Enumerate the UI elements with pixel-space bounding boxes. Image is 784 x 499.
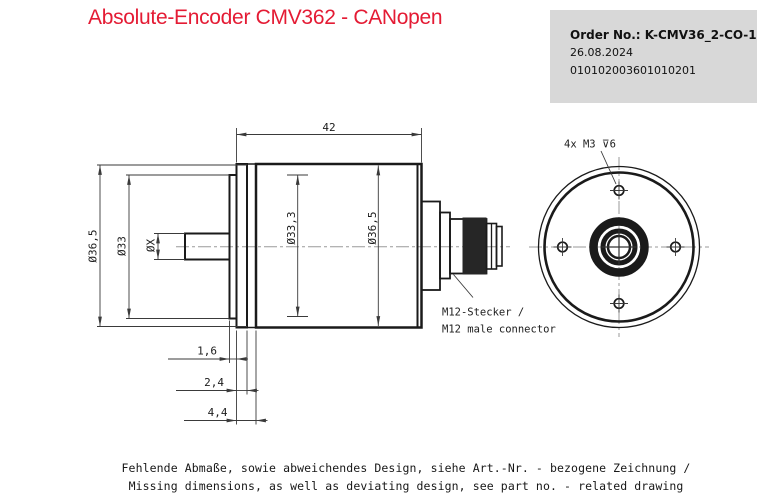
article-code: 010102003601010201 bbox=[570, 64, 696, 77]
m12-connector bbox=[422, 202, 503, 291]
connector-annotation bbox=[442, 275, 556, 336]
dim-label-hub: Ø33,3 bbox=[285, 211, 298, 245]
dim-label-body: Ø36,5 bbox=[366, 211, 379, 245]
dim-label-lip: 1,6 bbox=[197, 344, 217, 358]
dimension-pilot-diameter bbox=[116, 175, 230, 319]
dim-label-outer: Ø36,5 bbox=[86, 229, 100, 263]
dimension-flange-thickness bbox=[176, 376, 259, 391]
connector-knurl bbox=[463, 218, 487, 275]
page-title: Absolute-Encoder CMV362 - CANopen bbox=[88, 6, 443, 29]
connector-step-1 bbox=[422, 202, 441, 291]
order-number: Order No.: K-CMV36_2-CO-1 bbox=[570, 28, 757, 42]
flange-plate bbox=[237, 164, 248, 328]
front-view bbox=[529, 139, 709, 338]
footer-note bbox=[26, 459, 784, 495]
dimension-body-diameter bbox=[366, 166, 379, 327]
dimension-outer-diameter bbox=[87, 165, 248, 327]
dimension-flange-total bbox=[184, 406, 268, 421]
connector-label-de: M12-Stecker / bbox=[442, 306, 525, 319]
dim-label-flange-total: 4,4 bbox=[207, 406, 228, 419]
mounting-holes-label: 4x M3 ⊽6 bbox=[564, 138, 616, 151]
side-view bbox=[87, 121, 556, 425]
footer-note-de: Fehlende Abmaße, sowie abweichendes Design, siehe Art.-Nr. - bezogene Zeichnung / bbox=[121, 461, 691, 475]
connector-leader-line bbox=[454, 275, 474, 298]
dimension-hub-diameter bbox=[285, 175, 308, 317]
dim-label-flange: 2,4 bbox=[204, 376, 224, 389]
connector-label-en: M12 male connector bbox=[442, 323, 556, 336]
dim-label-shaft: ØX bbox=[144, 238, 158, 253]
dim-label-pilot: Ø33 bbox=[115, 236, 129, 256]
order-date: 26.08.2024 bbox=[570, 46, 633, 59]
connector-step-2 bbox=[440, 213, 450, 279]
footer-note-en: Missing dimensions, as well as deviating design, see part no. - related drawing bbox=[128, 479, 684, 493]
dim-label-42: 42 bbox=[322, 121, 336, 134]
encoder-body bbox=[256, 164, 422, 328]
dimension-lip-thickness bbox=[168, 345, 248, 360]
dimension-length-42 bbox=[237, 121, 422, 163]
